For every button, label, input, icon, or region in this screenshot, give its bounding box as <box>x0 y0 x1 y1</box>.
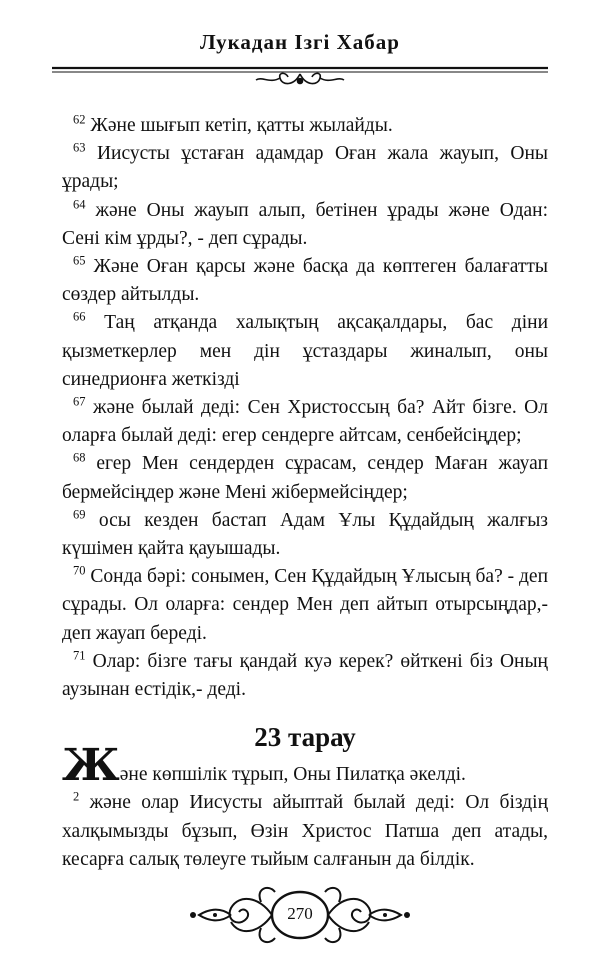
verse-64 <box>62 197 548 253</box>
verse-69 <box>62 507 548 563</box>
verse-70 <box>62 563 548 648</box>
verse-66 <box>62 309 548 394</box>
verse-text: және олар Иисусты айыптай былай деді: Ол біздің халқымызды бұзып, Өзін Христос Патша деп атады, кесарға салық төлеуге тыйым салғанын да білдік. <box>62 792 549 870</box>
verse-text: Олар: бізге тағы қандай куә керек? өйткені біз Оның аузынан естідік,- деді. <box>62 650 548 701</box>
verse-number: 69 <box>73 507 86 522</box>
verse-text: осы кезден бастап Адам Ұлы Құдайдың жалғыз күшімен қайта қауышады. <box>62 509 548 560</box>
verse-number: 70 <box>73 563 86 578</box>
verse-63 <box>62 140 548 196</box>
verse-71 <box>62 648 548 704</box>
verse-text: Және шығып кетіп, қатты жылайды. <box>90 115 393 136</box>
header-ornament-rule <box>52 64 548 90</box>
drop-cap: Ж <box>62 740 120 792</box>
page-number: 270 <box>287 904 313 923</box>
running-header: Лукадан Ізгі Хабар <box>200 30 400 54</box>
verse-text: әне көпшілік тұрып, Оны Пилатқа әкелді. <box>119 764 466 786</box>
page-body <box>62 112 548 874</box>
verse-65 <box>62 253 548 309</box>
verse-text: және Оны жауып алып, бетінен ұрады және Одан: Сені кім ұрды?, - деп сұрады. <box>62 199 549 249</box>
verse-2 <box>62 789 548 874</box>
chapter-first-verse <box>62 740 548 792</box>
verse-number: 66 <box>73 309 86 324</box>
verse-number: 71 <box>73 648 86 663</box>
verse-number: 65 <box>73 253 86 268</box>
verse-67 <box>62 394 548 450</box>
verse-text: және былай деді: Сен Христоссың ба? Айт бізге. Ол оларға былай деді: егер сендерге айтсам, сенбейсіңдер; <box>62 397 548 447</box>
verse-text: Таң атқанда халықтың ақсақалдары, бас діни қызметкерлер мен дін ұстаздары жиналып, оны синедрионға жеткізді <box>62 312 548 390</box>
verse-number: 64 <box>73 197 86 212</box>
verse-text: егер Мен сендерден сұрасам, сендер Маған жауап бермейсіңдер және Мені жібермейсіңдер; <box>62 453 549 503</box>
verse-number: 2 <box>73 789 80 804</box>
chapter-title: 23 тарау <box>254 722 356 753</box>
verse-62 <box>62 112 548 140</box>
page-footer <box>185 880 415 950</box>
verse-text: Және Оған қарсы және басқа да көптеген балағатты сөздер айтылды. <box>62 256 548 306</box>
verse-number: 68 <box>73 450 86 465</box>
verse-68 <box>62 450 548 506</box>
verse-number: 63 <box>73 140 86 155</box>
verse-number: 67 <box>73 394 86 409</box>
verse-text: Иисусты ұстаған адамдар Оған жала жауып, Оны ұрады; <box>62 143 549 193</box>
verse-number: 62 <box>73 112 86 127</box>
flourish-icon <box>256 73 344 83</box>
verse-text: Сонда бәрі: сонымен, Сен Құдайдың Ұлысың ба? - деп сұрады. Ол оларға: сендер Мен деп айтып отырсыңдар,- деп жауап береді. <box>62 566 549 644</box>
